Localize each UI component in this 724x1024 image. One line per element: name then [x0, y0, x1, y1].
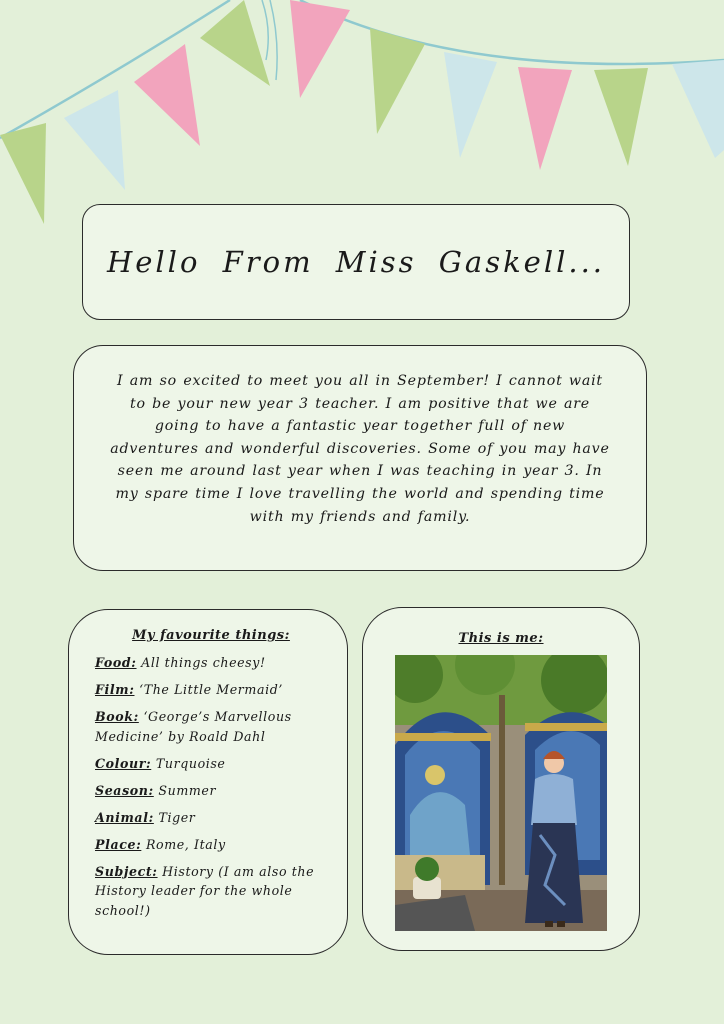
fav-label: Season: — [95, 782, 154, 798]
teacher-photo-illustration — [395, 655, 607, 931]
favourite-season — [95, 781, 327, 801]
favourite-things-heading: My favourite things: — [132, 628, 290, 643]
favourite-film — [95, 680, 327, 700]
fav-value: History (I am also the History leader for the whole school!) — [95, 863, 315, 918]
flag-blue — [672, 60, 724, 158]
favourite-things-card — [68, 609, 348, 955]
fav-value: ‘The Little Mermaid’ — [139, 682, 283, 697]
flag-pink — [518, 67, 572, 170]
fav-label: Place: — [95, 836, 142, 852]
intro-text: I am so excited to meet you all in September! I cannot wait to be your new year 3 teacher. I am positive that we are going to have a fantastic year together full of new adventures and wonderful discoveries. Some of you may have seen me around last year when I was teaching in year 3. In my spare time I love travelling the world and spending time with my friends and family. — [110, 373, 610, 525]
teacher-photo — [395, 655, 607, 931]
favourite-colour — [95, 754, 327, 774]
favourite-animal — [95, 808, 327, 828]
flag-blue — [444, 52, 497, 158]
fav-label: Animal: — [95, 809, 154, 825]
favourite-place — [95, 835, 327, 855]
fav-value: Rome, Italy — [145, 836, 226, 852]
fav-label: Film: — [95, 682, 135, 697]
fav-label: Food: — [95, 655, 137, 670]
fav-value: ‘George’s Marvellous Medicine’ by Roald Dahl — [95, 709, 292, 744]
intro-card — [73, 345, 647, 571]
flag-green — [370, 28, 425, 134]
flag-pink — [290, 0, 350, 98]
title-card — [82, 204, 630, 320]
flag-pink — [134, 44, 200, 146]
fav-label: Book: — [95, 709, 139, 724]
flag-green — [0, 123, 46, 224]
bunting-string-right — [300, 0, 724, 64]
favourite-book — [95, 707, 327, 746]
flag-green — [594, 68, 648, 166]
flag-blue — [64, 90, 125, 190]
fav-value: Tiger — [158, 809, 196, 825]
fav-value: Summer — [158, 782, 217, 798]
page-title: Hello From Miss Gaskell... — [106, 245, 606, 279]
fav-label: Subject: — [95, 863, 158, 879]
favourite-food — [95, 653, 327, 673]
this-is-me-heading: This is me: — [458, 631, 544, 646]
favourite-subject — [95, 862, 327, 921]
fav-value: Turquoise — [155, 755, 226, 771]
fav-label: Colour: — [95, 755, 152, 771]
fav-value: All things cheesy! — [141, 655, 266, 670]
this-is-me-card — [362, 607, 640, 951]
